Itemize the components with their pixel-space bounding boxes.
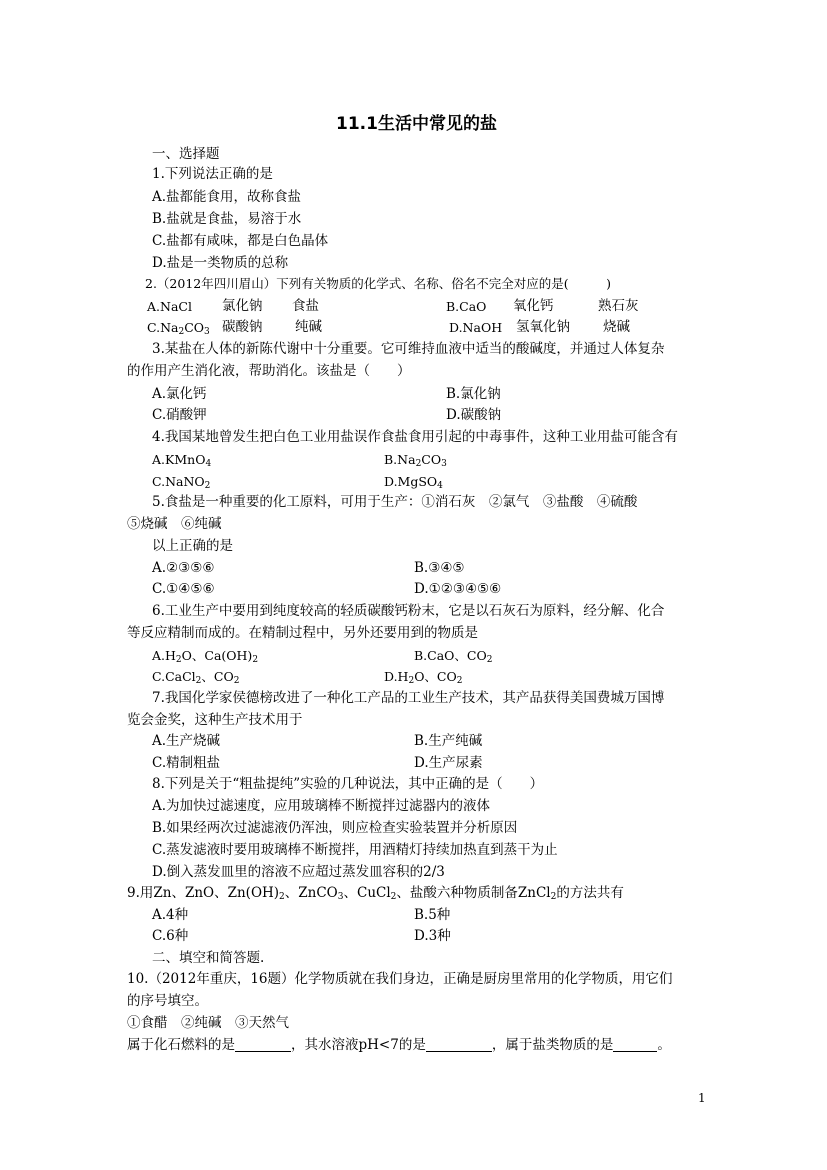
q7-option-d: D.生产尿素	[414, 755, 483, 771]
q9-stem: 9.用Zn、ZnO、$Zn(OH)_2$、ZnCO$_3$、CuCl$_2$、盐酸六种物质制备ZnCl$_2$的方法共有	[127, 885, 624, 902]
q2-a-common: 食盐	[292, 298, 319, 314]
q2-a-formula: A.NaCl	[147, 299, 192, 314]
page-number: 1	[698, 1091, 706, 1105]
q6-stem-line1: 6.工业生产中要用到纯度较高的轻质碳酸钙粉末，它是以石灰石为原料，经分解、化合	[152, 603, 665, 619]
q2-b-common: 熟石灰	[598, 298, 639, 314]
q7-stem-line2: 览会金奖，这种生产技术用于	[127, 712, 303, 728]
q9-option-d: D.3种	[414, 928, 451, 944]
q10-choices: ①食醋 ②纯碱 ③天然气	[127, 1015, 289, 1031]
q1-option-b: B.盐就是食盐，易溶于水	[152, 211, 302, 227]
q3-option-d: D.碳酸钠	[446, 407, 502, 423]
q3-option-b: B.氯化钠	[446, 386, 501, 402]
q8-option-d: D.倒入蒸发皿里的溶液不应超过蒸发皿容积的2/3	[152, 864, 445, 880]
q2-d-name: 氢氧化钠	[516, 319, 570, 335]
answer-blank-2[interactable]	[426, 1037, 492, 1052]
q5-option-d: D.①②③④⑤⑥	[414, 581, 502, 597]
q6-stem-line2: 等反应精制而成的。在精制过程中，另外还要用到的物质是	[127, 625, 478, 641]
q3-option-c: C.硝酸钾	[152, 407, 207, 423]
answer-blank-3[interactable]	[613, 1037, 657, 1052]
q2-stem: 2.（2012年四川眉山）下列有关物质的化学式、名称、俗名不完全对应的是( )	[145, 276, 611, 291]
q4-option-c: C.NaNO$_2$	[152, 474, 211, 491]
q9-option-a: A.4种	[152, 907, 189, 923]
q2-c-name: 碳酸钠	[222, 319, 263, 335]
q2-a-name: 氯化钠	[222, 298, 263, 314]
q2-b-name: 氧化钙	[513, 298, 554, 314]
q3-stem-line2: 的作用产生消化液，帮助消化。该盐是（ ）	[127, 363, 411, 379]
q5-option-c: C.①④⑤⑥	[152, 581, 215, 597]
q7-option-c: C.精制粗盐	[152, 755, 221, 771]
q2-c-common: 纯碱	[295, 319, 322, 335]
q7-option-b: B.生产纯碱	[414, 733, 483, 749]
q6-option-c: C.CaCl$_2$、$CO_2$	[152, 669, 240, 686]
q10-stem-line2: 的序号填空。	[127, 993, 208, 1009]
q5-option-b: B.③④⑤	[414, 560, 465, 576]
q5-option-a: A.②③⑤⑥	[152, 560, 215, 576]
q5-stem-line2: ⑤烧碱 ⑥纯碱	[127, 516, 222, 532]
q5-stem-line3: 以上正确的是	[152, 538, 233, 554]
q1-stem: 1.下列说法正确的是	[152, 166, 273, 182]
section-heading-choice: 一、选择题	[152, 146, 220, 162]
q2-d-formula: D.NaOH	[449, 320, 503, 335]
q1-option-a: A.盐都能食用，故称食盐	[152, 189, 302, 205]
q4-stem: 4.我国某地曾发生把白色工业用盐误作食盐食用引起的中毒事件，这种工业用盐可能含有	[152, 429, 678, 445]
section-heading-fill: 二、填空和简答题.	[152, 950, 265, 966]
q7-option-a: A.生产烧碱	[152, 733, 221, 749]
q9-option-b: B.5种	[414, 907, 451, 923]
q7-stem-line1: 7.我国化学家侯德榜改进了一种化工产品的工业生产技术，其产品获得美国费城万国博	[152, 690, 665, 706]
page-title: 11.1生活中常见的盐	[336, 114, 497, 134]
q5-stem-line1: 5.食盐是一种重要的化工原料，可用于生产：①消石灰 ②氯气 ③盐酸 ④硫酸	[152, 494, 638, 510]
q8-option-c: C.蒸发滤液时要用玻璃棒不断搅拌，用酒精灯持续加热直到蒸干为止	[152, 842, 558, 858]
q3-option-a: A.氯化钙	[152, 386, 207, 402]
q2-d-common: 烧碱	[603, 319, 630, 335]
q9-option-c: C.6种	[152, 928, 189, 944]
q8-stem: 8.下列是关于“粗盐提纯”实验的几种说法，其中正确的是（ ）	[152, 776, 544, 792]
q6-option-d: $D.H_2O$、$CO_2$	[384, 669, 463, 686]
q3-stem-line1: 3.某盐在人体的新陈代谢中十分重要。它可维持血液中适当的酸碱度，并通过人体复杂	[152, 341, 665, 357]
q1-option-d: D.盐是一类物质的总称	[152, 255, 289, 271]
q6-option-a: $A.H_2O$、$Ca(OH)_2$	[152, 648, 259, 665]
q2-c-formula: $C.Na_2CO_3$	[147, 320, 210, 337]
q8-option-a: A.为加快过滤速度，应用玻璃棒不断搅拌过滤器内的液体	[152, 798, 491, 814]
q1-option-c: C.盐都有咸味，都是白色晶体	[152, 233, 329, 249]
q4-option-b: $B.Na_2CO_3$	[384, 452, 447, 469]
answer-blank-1[interactable]	[235, 1037, 291, 1052]
q2-b-formula: B.CaO	[446, 299, 487, 314]
q10-stem-line1: 10.（2012年重庆，16题）化学物质就在我们身边，正确是厨房里常用的化学物质，用它们	[127, 971, 673, 987]
q6-option-b: B.CaO、$CO_2$	[414, 648, 493, 665]
q10-fill-line: 属于化石燃料的是 ，其水溶液pH<7的是 ，属于盐类物质的是 。	[127, 1037, 671, 1053]
q4-option-d: D.MgSO$_4$	[384, 474, 443, 491]
q4-option-a: A.KMnO$_4$	[152, 452, 212, 469]
q8-option-b: B.如果经两次过滤滤液仍浑浊，则应检查实验装置并分析原因	[152, 820, 518, 836]
